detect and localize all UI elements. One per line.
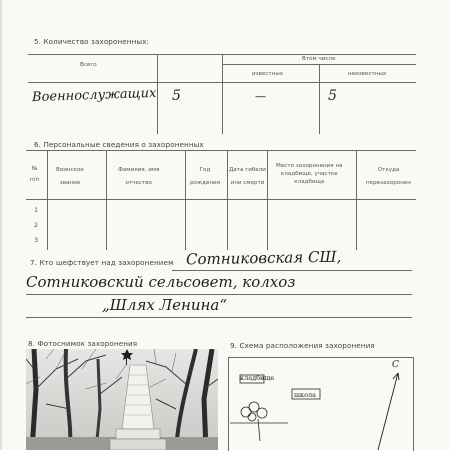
scheme-label-school: школа [294,391,317,399]
rule [319,64,320,134]
patron-line3-handwritten: „Шлях Ленина“ [102,296,228,314]
scan-edge [0,0,3,450]
known-handwritten: — [255,90,266,103]
rule [106,150,107,250]
patron-line1-handwritten: Сотниковская СШ, [185,247,342,269]
patron-line2-handwritten: Сотниковский сельсовет, колхоз [26,273,296,291]
header-birth: Год рождения [190,167,220,186]
rule [222,54,223,134]
unknown-handwritten: 5 [328,88,337,104]
scheme-label-cemetery: кладбище [240,374,275,382]
section7-title: 7. Кто шефствует над захоронением [30,258,174,267]
section8-title: 8. Фотоснимок захоронения [28,339,138,348]
col-of-them-header: Втом числе [302,56,336,62]
rule [227,150,228,250]
north-label: С [392,360,399,370]
section9-title: 9. Схема расположения захоронения [230,341,375,350]
rule [26,317,412,318]
header-rank: Воинское звание [56,167,84,186]
rule [267,150,268,250]
rule [47,150,48,250]
header-death: Дата гибели или смерти [229,167,266,186]
rule [185,150,186,250]
col-unknown-header: неизвестных [348,71,387,77]
col-known-header: известных [252,71,284,77]
rule [26,199,416,200]
row-number: 3 [34,236,39,244]
header-reburial: Откуда перезахоронен [366,167,411,186]
header-num: № п/п [30,166,40,183]
rule [172,270,412,271]
total-handwritten: 5 [172,88,181,104]
rule [26,294,412,295]
section6-title: 6. Персональные сведения о захороненных [34,140,204,149]
section5-title: 5. Количество захороненных: [34,37,150,46]
header-name: Фамилия, имя отчество [118,167,160,186]
rule [26,150,416,151]
row-number: 1 [34,206,39,214]
north-arrow-icon [378,373,399,450]
col-total-header: Всего [80,62,97,68]
scheme-drawing [228,357,412,450]
header-burial-place: Место захоронения на кладбище, участке кладбища [276,163,343,185]
rule [356,150,357,250]
row-number: 2 [34,221,39,229]
category-handwritten: Военнослужащих [31,85,157,106]
rule [157,54,158,134]
memorial-photo [26,349,218,450]
